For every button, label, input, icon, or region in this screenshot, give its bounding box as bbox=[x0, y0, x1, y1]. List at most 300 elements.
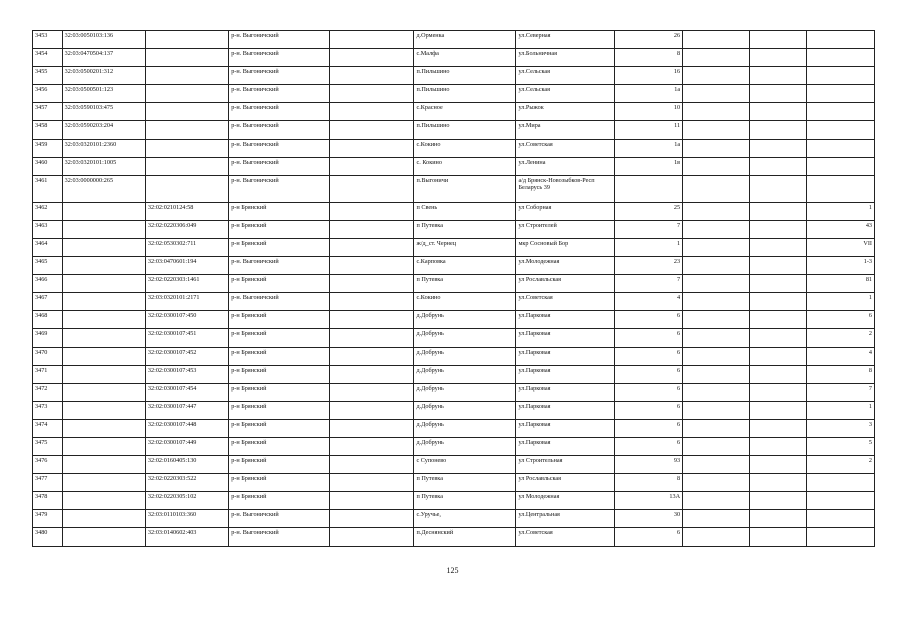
table-row bbox=[33, 157, 875, 175]
cell-building bbox=[683, 456, 750, 474]
cell-district: р-н. Выгоничский bbox=[229, 157, 330, 175]
cell-building bbox=[683, 139, 750, 157]
cell-settlement: п.Пильшино bbox=[414, 85, 516, 103]
cell-cadastral-number-old: 32:03:0320101:1005 bbox=[62, 157, 145, 175]
cell-row-index: 3468 bbox=[33, 311, 63, 329]
cell-street: ул.Северная bbox=[516, 31, 615, 49]
cell-col-empty bbox=[330, 257, 414, 275]
table-row bbox=[33, 275, 875, 293]
cell-house-number: 6 bbox=[615, 401, 683, 419]
cell-house-number: 1а bbox=[615, 139, 683, 157]
cell-col-empty bbox=[330, 139, 414, 157]
cell-row-index: 3461 bbox=[33, 175, 63, 202]
cell-cadastral-number-old: 32:03:0320101:2360 bbox=[62, 139, 145, 157]
cell-cadastral-number-old: 32:03:0050103:136 bbox=[62, 31, 145, 49]
cell-district: р-н Брянский bbox=[229, 329, 330, 347]
cell-cadastral-number-old bbox=[62, 238, 145, 256]
cell-cadastral-number-old bbox=[62, 401, 145, 419]
cell-col-empty bbox=[330, 175, 414, 202]
cell-settlement: д.Добрунь bbox=[414, 401, 516, 419]
cell-col-extra bbox=[749, 31, 806, 49]
cell-street: ул.Парковая bbox=[516, 311, 615, 329]
cell-col-empty bbox=[330, 202, 414, 220]
cell-apartment bbox=[806, 492, 874, 510]
table-row bbox=[33, 31, 875, 49]
cell-col-extra bbox=[749, 49, 806, 67]
table-row bbox=[33, 67, 875, 85]
cell-cadastral-number: 32:03:0140602:403 bbox=[145, 528, 228, 546]
cell-house-number: 93 bbox=[615, 456, 683, 474]
cell-row-index: 3475 bbox=[33, 437, 63, 455]
cell-col-extra bbox=[749, 202, 806, 220]
cell-apartment bbox=[806, 528, 874, 546]
cell-district: р-н. Выгоничский bbox=[229, 103, 330, 121]
cell-col-extra bbox=[749, 492, 806, 510]
cell-row-index: 3474 bbox=[33, 419, 63, 437]
cell-settlement: с Супонево bbox=[414, 456, 516, 474]
cell-col-empty bbox=[330, 528, 414, 546]
cell-settlement: п Путевка bbox=[414, 474, 516, 492]
cell-settlement: с.Уручье, bbox=[414, 510, 516, 528]
cell-house-number: 6 bbox=[615, 347, 683, 365]
cell-building bbox=[683, 293, 750, 311]
cell-district: р-н. Выгоничский bbox=[229, 31, 330, 49]
cell-settlement: ж/д_ст. Чернец bbox=[414, 238, 516, 256]
cell-settlement: с.Красное bbox=[414, 103, 516, 121]
cell-cadastral-number-old: 32:03:0470504:137 bbox=[62, 49, 145, 67]
table-row bbox=[33, 419, 875, 437]
cell-apartment: 43 bbox=[806, 220, 874, 238]
cell-cadastral-number bbox=[145, 85, 228, 103]
cell-district: р-н. Выгоничский bbox=[229, 139, 330, 157]
cell-apartment: 3 bbox=[806, 419, 874, 437]
cell-house-number: 6 bbox=[615, 528, 683, 546]
cell-settlement: п Путевка bbox=[414, 275, 516, 293]
cell-district: р-н Брянский bbox=[229, 202, 330, 220]
cell-col-extra bbox=[749, 437, 806, 455]
cell-apartment: 1-3 bbox=[806, 257, 874, 275]
cell-row-index: 3472 bbox=[33, 383, 63, 401]
cell-settlement: д.Добрунь bbox=[414, 365, 516, 383]
cell-house-number: 8 bbox=[615, 474, 683, 492]
table-row bbox=[33, 492, 875, 510]
table-row bbox=[33, 510, 875, 528]
table-row bbox=[33, 85, 875, 103]
cell-house-number: 6 bbox=[615, 365, 683, 383]
cell-row-index: 3480 bbox=[33, 528, 63, 546]
cell-col-extra bbox=[749, 347, 806, 365]
cell-street: ул.Советская bbox=[516, 528, 615, 546]
cell-house-number: 1а bbox=[615, 85, 683, 103]
cell-street: ул.Сельская bbox=[516, 67, 615, 85]
cell-apartment bbox=[806, 474, 874, 492]
cell-col-empty bbox=[330, 121, 414, 139]
cell-col-extra bbox=[749, 220, 806, 238]
cell-col-empty bbox=[330, 157, 414, 175]
cell-settlement: п.Выгоничи bbox=[414, 175, 516, 202]
table-row bbox=[33, 401, 875, 419]
cell-building bbox=[683, 220, 750, 238]
cell-street: а/д Брянск-Новозыбков-Респ Беларусь 39 bbox=[516, 175, 615, 202]
cell-col-extra bbox=[749, 456, 806, 474]
cell-row-index: 3453 bbox=[33, 31, 63, 49]
cell-street: ул Рославльская bbox=[516, 474, 615, 492]
cell-building bbox=[683, 437, 750, 455]
cell-district: р-н. Выгоничский bbox=[229, 257, 330, 275]
cell-col-empty bbox=[330, 474, 414, 492]
cell-cadastral-number-old bbox=[62, 220, 145, 238]
cell-district: р-н. Выгоничский bbox=[229, 121, 330, 139]
cell-district: р-н Брянский bbox=[229, 365, 330, 383]
cell-building bbox=[683, 85, 750, 103]
cell-cadastral-number: 32:02:0300107:454 bbox=[145, 383, 228, 401]
cell-settlement: п Путевка bbox=[414, 492, 516, 510]
cell-row-index: 3466 bbox=[33, 275, 63, 293]
cell-cadastral-number-old bbox=[62, 456, 145, 474]
table-row bbox=[33, 238, 875, 256]
cell-apartment bbox=[806, 49, 874, 67]
cell-cadastral-number-old bbox=[62, 329, 145, 347]
cell-cadastral-number: 32:02:0300107:450 bbox=[145, 311, 228, 329]
table-row bbox=[33, 347, 875, 365]
cell-building bbox=[683, 329, 750, 347]
table-row bbox=[33, 365, 875, 383]
cell-building bbox=[683, 202, 750, 220]
table-row bbox=[33, 329, 875, 347]
cell-col-extra bbox=[749, 121, 806, 139]
cell-settlement: с.Карповка bbox=[414, 257, 516, 275]
cell-building bbox=[683, 474, 750, 492]
cell-house-number bbox=[615, 175, 683, 202]
cell-settlement: п Путевка bbox=[414, 220, 516, 238]
cell-house-number: 7 bbox=[615, 220, 683, 238]
table-row bbox=[33, 220, 875, 238]
cell-house-number: 13А bbox=[615, 492, 683, 510]
cell-apartment bbox=[806, 175, 874, 202]
cell-building bbox=[683, 383, 750, 401]
cell-col-empty bbox=[330, 365, 414, 383]
cell-house-number: 16 bbox=[615, 67, 683, 85]
table-row bbox=[33, 456, 875, 474]
cell-settlement: д.Добрунь bbox=[414, 383, 516, 401]
cell-cadastral-number-old bbox=[62, 437, 145, 455]
cell-row-index: 3467 bbox=[33, 293, 63, 311]
cell-col-empty bbox=[330, 347, 414, 365]
cell-cadastral-number-old bbox=[62, 257, 145, 275]
cell-street: мкр Сосновый Бор bbox=[516, 238, 615, 256]
cell-col-extra bbox=[749, 67, 806, 85]
cell-district: р-н Брянский bbox=[229, 383, 330, 401]
cell-row-index: 3469 bbox=[33, 329, 63, 347]
cell-row-index: 3459 bbox=[33, 139, 63, 157]
cell-street: ул.Парковая bbox=[516, 419, 615, 437]
cell-apartment: 2 bbox=[806, 329, 874, 347]
cell-cadastral-number-old bbox=[62, 202, 145, 220]
cell-building bbox=[683, 31, 750, 49]
cell-building bbox=[683, 257, 750, 275]
cell-house-number: 6 bbox=[615, 437, 683, 455]
cell-apartment: 2 bbox=[806, 456, 874, 474]
cell-settlement: д.Орменка bbox=[414, 31, 516, 49]
cell-cadastral-number-old: 32:03:0000000:265 bbox=[62, 175, 145, 202]
cell-row-index: 3471 bbox=[33, 365, 63, 383]
cell-col-extra bbox=[749, 365, 806, 383]
cell-cadastral-number-old bbox=[62, 311, 145, 329]
cell-building bbox=[683, 275, 750, 293]
table-row bbox=[33, 293, 875, 311]
cell-house-number: 25 bbox=[615, 202, 683, 220]
cell-building bbox=[683, 492, 750, 510]
cell-building bbox=[683, 528, 750, 546]
cell-street: ул Рославльская bbox=[516, 275, 615, 293]
table-row bbox=[33, 139, 875, 157]
cell-apartment: VII bbox=[806, 238, 874, 256]
cell-apartment bbox=[806, 85, 874, 103]
cell-district: р-н Брянский bbox=[229, 401, 330, 419]
cell-cadastral-number bbox=[145, 121, 228, 139]
cell-cadastral-number: 32:02:0210124:58 bbox=[145, 202, 228, 220]
cell-settlement: с. Кокино bbox=[414, 157, 516, 175]
cell-row-index: 3462 bbox=[33, 202, 63, 220]
cell-house-number: 8 bbox=[615, 49, 683, 67]
cell-col-extra bbox=[749, 238, 806, 256]
cell-street: ул.Советская bbox=[516, 139, 615, 157]
cell-building bbox=[683, 157, 750, 175]
cell-col-extra bbox=[749, 257, 806, 275]
cell-cadastral-number-old bbox=[62, 275, 145, 293]
cell-cadastral-number: 32:02:0220305:102 bbox=[145, 492, 228, 510]
cell-cadastral-number: 32:02:0220303:522 bbox=[145, 474, 228, 492]
cell-cadastral-number: 32:03:0110103:360 bbox=[145, 510, 228, 528]
cell-col-extra bbox=[749, 85, 806, 103]
cell-house-number: 6 bbox=[615, 419, 683, 437]
cell-street: ул Строительная bbox=[516, 456, 615, 474]
cell-col-empty bbox=[330, 383, 414, 401]
cell-district: р-н Брянский bbox=[229, 238, 330, 256]
cell-col-extra bbox=[749, 175, 806, 202]
cell-district: р-н Брянский bbox=[229, 347, 330, 365]
cell-col-extra bbox=[749, 103, 806, 121]
cell-col-empty bbox=[330, 275, 414, 293]
cell-house-number: 23 bbox=[615, 257, 683, 275]
cell-cadastral-number: 32:02:0220306:049 bbox=[145, 220, 228, 238]
cell-street: ул Молодежная bbox=[516, 492, 615, 510]
cell-cadastral-number-old: 32:03:0590103:475 bbox=[62, 103, 145, 121]
cell-apartment: 6 bbox=[806, 311, 874, 329]
cell-cadastral-number-old bbox=[62, 474, 145, 492]
registry-sheet bbox=[32, 30, 875, 547]
cell-col-extra bbox=[749, 293, 806, 311]
cell-col-extra bbox=[749, 510, 806, 528]
cell-row-index: 3458 bbox=[33, 121, 63, 139]
cell-district: р-н Брянский bbox=[229, 419, 330, 437]
cell-cadastral-number-old bbox=[62, 383, 145, 401]
cell-row-index: 3456 bbox=[33, 85, 63, 103]
cell-district: р-н Брянский bbox=[229, 311, 330, 329]
cell-cadastral-number bbox=[145, 49, 228, 67]
cell-cadastral-number: 32:03:0320101:2171 bbox=[145, 293, 228, 311]
cell-house-number: 6 bbox=[615, 329, 683, 347]
cell-street: ул.Парковая bbox=[516, 329, 615, 347]
cell-settlement: д.Добрунь bbox=[414, 347, 516, 365]
cell-street: ул.Парковая bbox=[516, 401, 615, 419]
cell-col-empty bbox=[330, 67, 414, 85]
cell-row-index: 3454 bbox=[33, 49, 63, 67]
cell-row-index: 3455 bbox=[33, 67, 63, 85]
cell-street: ул.Больничная bbox=[516, 49, 615, 67]
cell-col-empty bbox=[330, 510, 414, 528]
table-row bbox=[33, 175, 875, 202]
cell-street: ул.Рыжок bbox=[516, 103, 615, 121]
cell-district: р-н. Выгоничский bbox=[229, 510, 330, 528]
cell-house-number: 1 bbox=[615, 238, 683, 256]
cell-cadastral-number-old bbox=[62, 347, 145, 365]
cell-settlement: с.Малфа bbox=[414, 49, 516, 67]
cell-cadastral-number-old bbox=[62, 365, 145, 383]
cell-row-index: 3478 bbox=[33, 492, 63, 510]
cell-col-extra bbox=[749, 383, 806, 401]
cell-col-empty bbox=[330, 311, 414, 329]
cell-col-extra bbox=[749, 311, 806, 329]
cell-settlement: п.Пильшино bbox=[414, 121, 516, 139]
cell-house-number: 7 bbox=[615, 275, 683, 293]
cell-row-index: 3473 bbox=[33, 401, 63, 419]
cell-col-empty bbox=[330, 31, 414, 49]
cell-cadastral-number-old bbox=[62, 528, 145, 546]
cell-cadastral-number: 32:02:0300107:453 bbox=[145, 365, 228, 383]
cell-col-empty bbox=[330, 293, 414, 311]
cell-building bbox=[683, 401, 750, 419]
cell-district: р-н Брянский bbox=[229, 220, 330, 238]
cell-house-number: 11 bbox=[615, 121, 683, 139]
cell-apartment: 1 bbox=[806, 293, 874, 311]
cell-col-empty bbox=[330, 238, 414, 256]
property-table bbox=[32, 30, 875, 547]
cell-cadastral-number bbox=[145, 157, 228, 175]
cell-settlement: с.Кокино bbox=[414, 293, 516, 311]
cell-col-empty bbox=[330, 329, 414, 347]
cell-building bbox=[683, 510, 750, 528]
cell-house-number: 26 bbox=[615, 31, 683, 49]
cell-house-number: 10 bbox=[615, 103, 683, 121]
cell-apartment: 5 bbox=[806, 437, 874, 455]
cell-col-extra bbox=[749, 329, 806, 347]
cell-row-index: 3465 bbox=[33, 257, 63, 275]
cell-col-extra bbox=[749, 528, 806, 546]
cell-cadastral-number-old bbox=[62, 510, 145, 528]
cell-street: ул.Мира bbox=[516, 121, 615, 139]
cell-apartment bbox=[806, 510, 874, 528]
cell-building bbox=[683, 238, 750, 256]
cell-cadastral-number: 32:02:0300107:451 bbox=[145, 329, 228, 347]
cell-settlement: д.Добрунь bbox=[414, 419, 516, 437]
cell-col-extra bbox=[749, 401, 806, 419]
cell-building bbox=[683, 67, 750, 85]
cell-building bbox=[683, 175, 750, 202]
cell-apartment: 81 bbox=[806, 275, 874, 293]
table-row bbox=[33, 474, 875, 492]
cell-settlement: п.Пильшино bbox=[414, 67, 516, 85]
cell-house-number: 6 bbox=[615, 383, 683, 401]
cell-col-empty bbox=[330, 419, 414, 437]
cell-street: ул.Парковая bbox=[516, 437, 615, 455]
cell-row-index: 3463 bbox=[33, 220, 63, 238]
cell-settlement: п.Деснянский bbox=[414, 528, 516, 546]
cell-house-number: 4 bbox=[615, 293, 683, 311]
cell-row-index: 3470 bbox=[33, 347, 63, 365]
cell-apartment: 7 bbox=[806, 383, 874, 401]
cell-row-index: 3457 bbox=[33, 103, 63, 121]
cell-col-extra bbox=[749, 474, 806, 492]
cell-col-empty bbox=[330, 492, 414, 510]
cell-col-extra bbox=[749, 157, 806, 175]
cell-cadastral-number bbox=[145, 103, 228, 121]
cell-street: ул Строителей bbox=[516, 220, 615, 238]
cell-apartment bbox=[806, 139, 874, 157]
cell-building bbox=[683, 419, 750, 437]
cell-settlement: д.Добрунь bbox=[414, 329, 516, 347]
table-row bbox=[33, 257, 875, 275]
cell-col-empty bbox=[330, 456, 414, 474]
table-row bbox=[33, 103, 875, 121]
table-row bbox=[33, 311, 875, 329]
cell-col-extra bbox=[749, 419, 806, 437]
cell-apartment: 4 bbox=[806, 347, 874, 365]
cell-district: р-н Брянский bbox=[229, 437, 330, 455]
cell-row-index: 3460 bbox=[33, 157, 63, 175]
table-row bbox=[33, 49, 875, 67]
cell-building bbox=[683, 49, 750, 67]
cell-cadastral-number bbox=[145, 175, 228, 202]
cell-row-index: 3476 bbox=[33, 456, 63, 474]
cell-district: р-н Брянский bbox=[229, 456, 330, 474]
cell-cadastral-number: 32:02:0160405:130 bbox=[145, 456, 228, 474]
table-row bbox=[33, 121, 875, 139]
cell-settlement: п Свень bbox=[414, 202, 516, 220]
cell-house-number: 6 bbox=[615, 311, 683, 329]
cell-cadastral-number-old: 32:03:0500201:312 bbox=[62, 67, 145, 85]
cell-cadastral-number: 32:02:0300107:449 bbox=[145, 437, 228, 455]
cell-col-extra bbox=[749, 139, 806, 157]
cell-col-empty bbox=[330, 220, 414, 238]
cell-row-index: 3479 bbox=[33, 510, 63, 528]
table-row bbox=[33, 437, 875, 455]
cell-district: р-н. Выгоничский bbox=[229, 293, 330, 311]
cell-cadastral-number: 32:02:0300107:452 bbox=[145, 347, 228, 365]
cell-district: р-н. Выгоничский bbox=[229, 49, 330, 67]
cell-street: ул.Ленина bbox=[516, 157, 615, 175]
cell-settlement: с.Кокино bbox=[414, 139, 516, 157]
table-row bbox=[33, 383, 875, 401]
cell-cadastral-number bbox=[145, 31, 228, 49]
cell-settlement: д.Добрунь bbox=[414, 437, 516, 455]
cell-cadastral-number-old: 32:03:0590203:204 bbox=[62, 121, 145, 139]
cell-apartment bbox=[806, 31, 874, 49]
cell-street: ул.Парковая bbox=[516, 365, 615, 383]
cell-cadastral-number-old bbox=[62, 419, 145, 437]
cell-col-empty bbox=[330, 437, 414, 455]
cell-street: ул.Парковая bbox=[516, 383, 615, 401]
cell-apartment bbox=[806, 121, 874, 139]
cell-cadastral-number-old: 32:03:0500501:123 bbox=[62, 85, 145, 103]
cell-cadastral-number: 32:02:0300107:448 bbox=[145, 419, 228, 437]
cell-cadastral-number bbox=[145, 67, 228, 85]
cell-street: ул.Советская bbox=[516, 293, 615, 311]
cell-cadastral-number: 32:02:0530302:711 bbox=[145, 238, 228, 256]
cell-district: р-н Брянский bbox=[229, 275, 330, 293]
cell-col-empty bbox=[330, 401, 414, 419]
page-number: 125 bbox=[446, 566, 459, 575]
